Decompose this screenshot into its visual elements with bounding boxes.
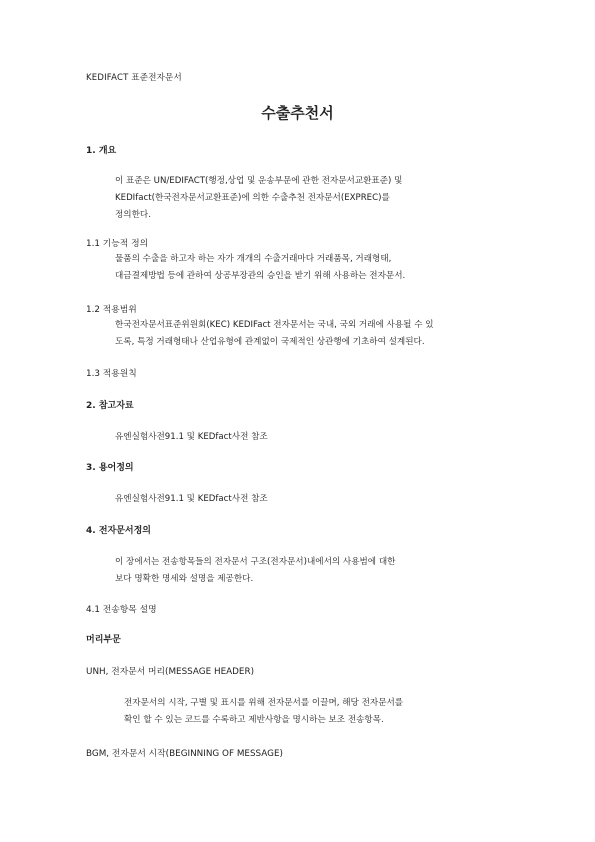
section-4-line-2: 보다 명확한 명세와 설명을 제공한다. — [115, 574, 254, 584]
section-3-text: 유엔실험사전91.1 및 KEDfact사전 참조 — [115, 494, 268, 504]
section-3-heading: 3. 용어정의 — [86, 463, 134, 473]
section-2-heading: 2. 참고자료 — [86, 401, 134, 411]
unh-line-1: 전자문서의 시작, 구별 및 표시를 위해 전자문서를 이끌며, 해당 전자문서를 — [124, 698, 404, 708]
section-1-1-line-2: 대금결제방법 등에 관하여 상공부장관의 승인을 받기 위해 사용하는 전자문서. — [115, 271, 406, 281]
section-1-2-heading: 1.2 적용범위 — [86, 305, 137, 315]
section-1-line-3: 정의한다. — [115, 210, 151, 220]
section-1-1-heading: 1.1 기능적 정의 — [86, 239, 149, 249]
section-1-1-line-1: 물품의 수출을 하고자 하는 자가 개개의 수출거래마다 거래품목, 거래형태, — [115, 254, 392, 264]
section-4-heading: 4. 전자문서정의 — [86, 526, 151, 536]
unh-line-2: 확인 할 수 있는 코드를 수록하고 제반사항을 명시하는 보조 전송항목. — [124, 715, 384, 725]
section-1-2-line-2: 도록, 특정 거래형태나 산업유형에 관계없이 국제적인 상관행에 기초하여 설계된다. — [115, 337, 425, 347]
bgm-heading: BGM, 전자문서 시작(BEGINNING OF MESSAGE) — [86, 749, 283, 759]
section-1-line-1: 이 표준은 UN/EDIFACT(행정,상업 및 운송부문에 관한 전자문서교환표준) 및 — [115, 176, 403, 186]
document-header: KEDIFACT 표준전자문서 — [86, 73, 182, 83]
section-1-heading: 1. 개요 — [86, 146, 117, 156]
section-1-2-line-1: 한국전자문서표준위원회(KEC) KEDIFact 전자문서는 국내, 국외 거래에 사용될 수 있 — [115, 320, 434, 330]
section-2-text: 유엔실험사전91.1 및 KEDfact사전 참조 — [115, 432, 268, 442]
part-heading: 머리부문 — [86, 635, 121, 645]
section-1-3-heading: 1.3 적용원칙 — [86, 369, 137, 379]
section-4-line-1: 이 장에서는 전송항목들의 전자문서 구조(전자문서)내에서의 사용범에 대한 — [115, 557, 396, 567]
section-1-line-2: KEDIfact(한국전자문서교환표준)에 의한 수출추천 전자문서(EXPREC)를 — [115, 193, 390, 203]
unh-heading: UNH, 전자문서 머리(MESSAGE HEADER) — [86, 667, 255, 677]
document-title: 수출추천서 — [261, 104, 334, 122]
section-4-1-heading: 4.1 전송항목 설명 — [86, 605, 157, 615]
